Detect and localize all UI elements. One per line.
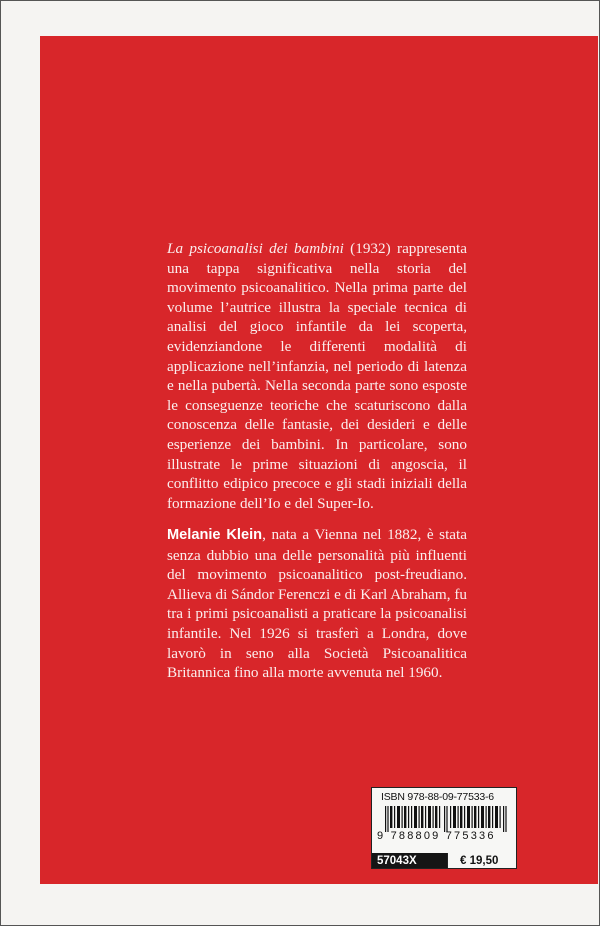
author-bio-text: , nata a Vienna nel 1882, è stata senza dubbio una delle personalità più influenti del movimento psicoanalitico post-freudiano. Allieva di Sándor Ferenczi e di Karl Abraham, fu tra i primi psicoanalisti a praticare la psicoanalisi infantile. Nel 1926 si trasferì a Londra, dove lavorò in seno alla Società Psicoanalitica Britannica fino alla morte avvenuta nel 1960. xyxy=(167,526,467,682)
price: € 19,50 xyxy=(447,853,516,868)
book-title: La psicoanalisi dei bambini xyxy=(167,240,344,257)
author-bio xyxy=(167,525,467,683)
barcode-box xyxy=(371,787,517,855)
barcode-digits: 9 788809 775336 xyxy=(377,830,496,842)
code-price-row xyxy=(371,853,517,869)
barcode-icon xyxy=(385,806,507,832)
description-text: (1932) rappresenta una tappa significativa nella storia del movimento psicoanalitico. Nella prima parte del volume l’autrice illustra la speciale tecnica di analisi del gioco infantile da lei scoperta, evidenziandone le differenti modalità di applicazione nell’infanzia, nel periodo di latenza e nella pubertà. Nella seconda parte sono esposte le conseguenze teoriche che scaturiscono dalla conoscenza delle fantasie, dei desideri e delle esperienze dei bambini. In particolare, sono illustrate le prime situazioni di angoscia, il conflitto edipico precoce e gli stadi iniziali della formazione dell’Io e del Super-Io. xyxy=(167,240,467,512)
isbn-label: ISBN 978-88-09-77533-6 xyxy=(381,791,494,803)
book-description xyxy=(167,239,467,513)
author-name: Melanie Klein xyxy=(167,527,263,543)
product-code: 57043X xyxy=(372,853,447,868)
